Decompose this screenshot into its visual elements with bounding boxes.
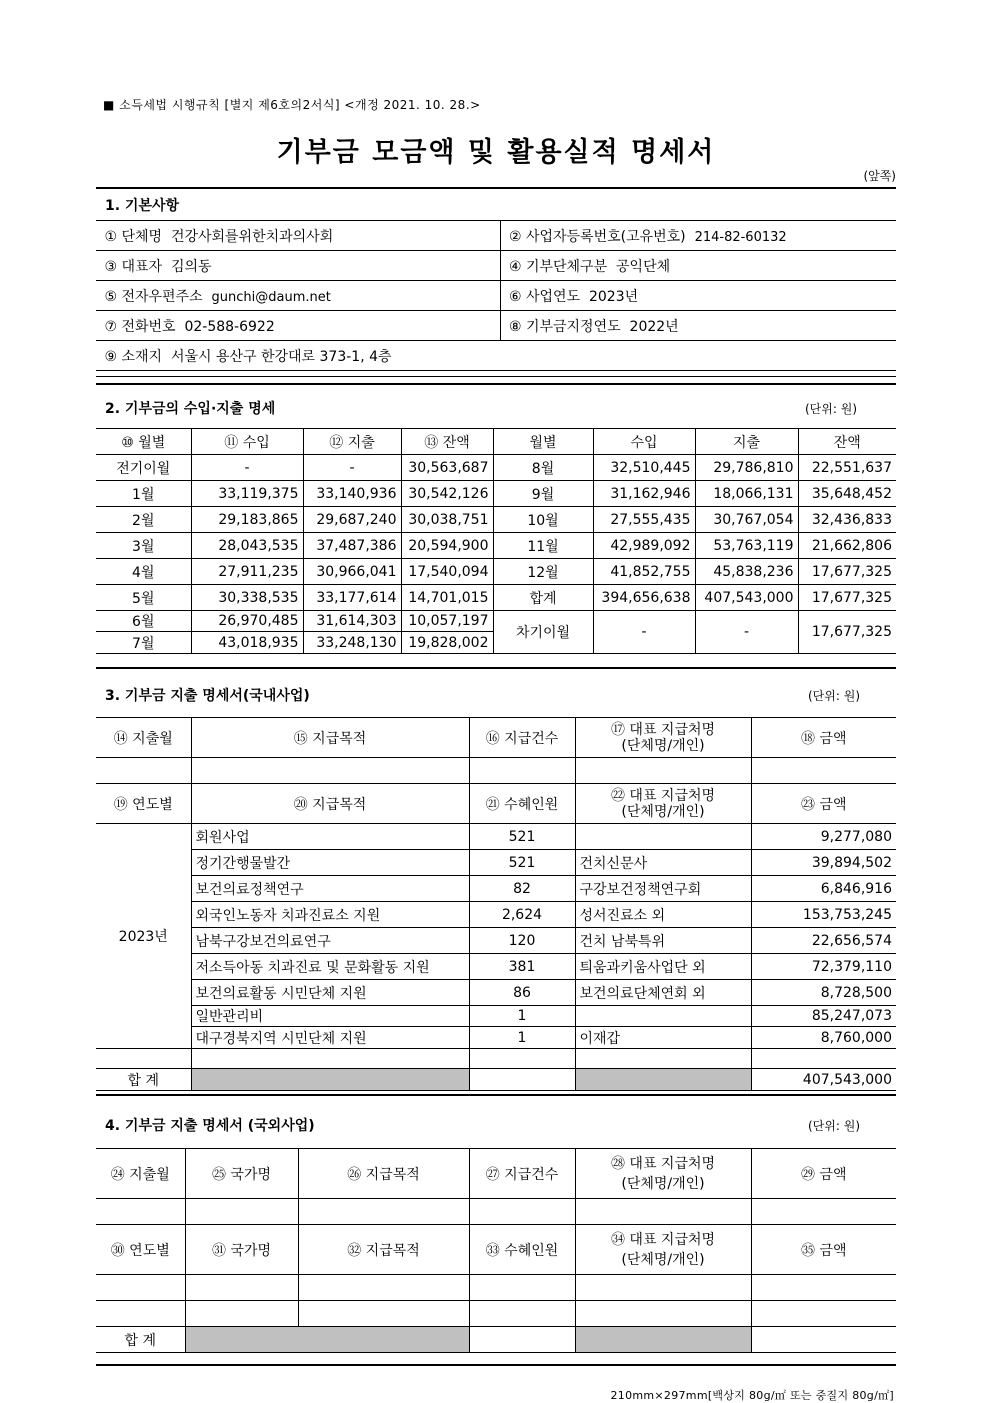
table-row: [96, 533, 896, 559]
income-cell: 41,852,755: [593, 559, 695, 585]
col-recipient: ㉘ 대표 지급처명 (단체명/개인): [575, 1149, 751, 1199]
purpose-cell: 저소득아동 치과진료 및 문화활동 지원: [191, 954, 469, 980]
shaded-cell: [185, 1327, 469, 1353]
amount-cell: 72,379,110: [751, 954, 896, 980]
total-expense: 407,543,000: [695, 585, 798, 611]
balance-cell: 20,594,900: [401, 533, 493, 559]
email: gunchi@daum.net: [211, 289, 331, 305]
amount-cell: 6,846,916: [751, 876, 896, 902]
month-cell: 6월: [96, 611, 191, 632]
income-cell: 27,555,435: [593, 507, 695, 533]
table-row: [96, 1006, 896, 1027]
balance-cell: 17,677,325: [798, 559, 896, 585]
address: 서울시 용산구 한강대로 373-1, 4층: [170, 348, 392, 365]
income-cell: 33,119,375: [191, 481, 303, 507]
col-count: ⑯ 지급건수: [469, 718, 575, 758]
month-cell: 9월: [493, 481, 593, 507]
expense-cell: 18,066,131: [695, 481, 798, 507]
income-cell: 30,338,535: [191, 585, 303, 611]
balance-cell: 22,551,637: [798, 455, 896, 481]
table-row: [96, 980, 896, 1006]
balance-cell: 10,057,197: [401, 611, 493, 632]
purpose-cell: 회원사업: [191, 824, 469, 850]
table-row: [96, 850, 896, 876]
table-row: [96, 507, 896, 533]
balance-cell: 32,436,833: [798, 507, 896, 533]
amount-cell: 8,760,000: [751, 1027, 896, 1049]
section-4-title: 4. 기부금 지출 명세서 (국외사업): [105, 1118, 315, 1134]
month-cell: 1월: [96, 481, 191, 507]
email-cell: ⑤ 전자우편주소 gunchi@daum.net: [96, 281, 500, 311]
income-cell: 42,989,092: [593, 533, 695, 559]
carry-forward-label: 차기이월: [493, 611, 593, 654]
beneficiaries-cell: 381: [469, 954, 575, 980]
table-row: [96, 585, 896, 611]
income-cell: 27,911,235: [191, 559, 303, 585]
address-cell: ⑨ 소재지 서울시 용산구 한강대로 373-1, 4층: [96, 341, 896, 371]
amount-cell: 39,894,502: [751, 850, 896, 876]
year-cell: ⑥ 사업연도 2023년: [500, 281, 896, 311]
expense-cell: 37,487,386: [303, 533, 401, 559]
income-cell: 43,018,935: [191, 632, 303, 654]
reg-no-cell: ② 사업자등록번호(고유번호) 214-82-60132: [500, 221, 896, 251]
phone: 02-588-6922: [184, 318, 275, 335]
beneficiaries-cell: 2,624: [469, 902, 575, 928]
beneficiaries-cell: 1: [469, 1006, 575, 1027]
total-label: 합계: [493, 585, 593, 611]
rule: [96, 383, 896, 385]
amount-cell: 22,656,574: [751, 928, 896, 954]
income-cell: 31,162,946: [593, 481, 695, 507]
section-2-title: 2. 기부금의 수입·지출 명세: [105, 401, 276, 417]
col-purpose: ⑮ 지급목적: [191, 718, 469, 758]
col-balance: ⑬ 잔액: [401, 429, 493, 455]
recipient-cell: 구강보건정책연구회: [575, 876, 751, 902]
balance-cell: 30,542,126: [401, 481, 493, 507]
amount-cell: 9,277,080: [751, 824, 896, 850]
beneficiaries-cell: 86: [469, 980, 575, 1006]
balance-cell: 14,701,015: [401, 585, 493, 611]
table-row: [96, 1199, 896, 1225]
month-cell: 7월: [96, 632, 191, 654]
org-type: 공익단체: [616, 258, 671, 275]
month-cell: 5월: [96, 585, 191, 611]
purpose-cell: 정기간행물발간: [191, 850, 469, 876]
col-year: ㉚ 연도별: [96, 1225, 185, 1275]
month-cell: 10월: [493, 507, 593, 533]
business-year: 2023년: [588, 288, 639, 305]
rule: [96, 1364, 896, 1366]
rep-cell: ③ 대표자 김의동: [96, 251, 500, 281]
rule: [96, 1094, 896, 1096]
total-amount: 407,543,000: [751, 1069, 896, 1091]
balance-cell: 30,038,751: [401, 507, 493, 533]
col-beneficiaries: ㉝ 수혜인원: [469, 1225, 575, 1275]
col-month-2: 월별: [493, 429, 593, 455]
income-cell: -: [191, 455, 303, 481]
expense-cell: 30,767,054: [695, 507, 798, 533]
carry-forward-balance: 17,677,325: [798, 611, 896, 654]
month-cell: 4월: [96, 559, 191, 585]
beneficiaries-cell: 521: [469, 850, 575, 876]
balance-cell: 30,563,687: [401, 455, 493, 481]
purpose-cell: 보건의료활동 시민단체 지원: [191, 980, 469, 1006]
recipient-cell: 틔움과키움사업단 외: [575, 954, 751, 980]
table-row: [96, 758, 896, 784]
purpose-cell: 외국인노동자 치과진료소 지원: [191, 902, 469, 928]
rule: [96, 376, 896, 377]
balance-cell: 35,648,452: [798, 481, 896, 507]
total-label: 합 계: [96, 1327, 185, 1353]
designated-year: 2022년: [629, 318, 679, 335]
month-cell: 전기이월: [96, 455, 191, 481]
type-cell: ④ 기부단체구분 공익단체: [500, 251, 896, 281]
basic-info-table: [96, 220, 896, 371]
total-row: [96, 1327, 896, 1353]
col-year: ⑲ 연도별: [96, 784, 191, 824]
purpose-cell: 보건의료정책연구: [191, 876, 469, 902]
amount-cell: 153,753,245: [751, 902, 896, 928]
recipient-cell: 이재갑: [575, 1027, 751, 1049]
paper-spec: 210mm×297mm[백상지 80g/㎡ 또는 중질지 80g/㎡]: [610, 1389, 894, 1402]
col-amount: ㉓ 금액: [751, 784, 896, 824]
col-income-2: 수입: [593, 429, 695, 455]
expense-cell: 33,140,936: [303, 481, 401, 507]
table-row: [96, 481, 896, 507]
total-label: 합 계: [96, 1069, 191, 1091]
expense-cell: 33,177,614: [303, 585, 401, 611]
table-row: [96, 1275, 896, 1301]
col-count: ㉗ 지급건수: [469, 1149, 575, 1199]
beneficiaries-cell: 82: [469, 876, 575, 902]
balance-cell: 17,540,094: [401, 559, 493, 585]
col-purpose: ㉖ 지급목적: [298, 1149, 469, 1199]
month-cell: 12월: [493, 559, 593, 585]
designated-cell: ⑧ 기부금지정연도 2022년: [500, 311, 896, 341]
table-row: [96, 1027, 896, 1049]
income-cell: 32,510,445: [593, 455, 695, 481]
col-purpose: ㉜ 지급목적: [298, 1225, 469, 1275]
purpose-cell: 남북구강보건의료연구: [191, 928, 469, 954]
reg-no: 214-82-60132: [694, 229, 787, 245]
total-row: [96, 1069, 896, 1091]
month-cell: 11월: [493, 533, 593, 559]
beneficiaries-cell: 521: [469, 824, 575, 850]
total-income: 394,656,638: [593, 585, 695, 611]
expense-cell: -: [303, 455, 401, 481]
recipient-cell: 보건의료단체연회 외: [575, 980, 751, 1006]
unit-label: (단위: 원): [805, 402, 857, 416]
beneficiaries-cell: 1: [469, 1027, 575, 1049]
balance-cell: 21,662,806: [798, 533, 896, 559]
expense-cell: 31,614,303: [303, 611, 401, 632]
total-balance: 17,677,325: [798, 585, 896, 611]
balance-cell: 19,828,002: [401, 632, 493, 654]
col-expense-month: ㉔ 지출월: [96, 1149, 185, 1199]
beneficiaries-cell: 120: [469, 928, 575, 954]
month-cell: 8월: [493, 455, 593, 481]
table-row: [96, 455, 896, 481]
expense-cell: 29,786,810: [695, 455, 798, 481]
overseas-expense-table: [96, 1148, 896, 1353]
expense-cell: 30,966,041: [303, 559, 401, 585]
table-row: [96, 824, 896, 850]
amount-cell: 85,247,073: [751, 1006, 896, 1027]
col-expense-2: 지출: [695, 429, 798, 455]
col-recipient: ⑰ 대표 지급처명 (단체명/개인): [575, 718, 751, 758]
month-cell: 2월: [96, 507, 191, 533]
year-cell: 2023년: [96, 824, 191, 1049]
col-expense-month: ⑭ 지출월: [96, 718, 191, 758]
shaded-cell: [191, 1069, 469, 1091]
carry-forward-income: -: [593, 611, 695, 654]
income-cell: 29,183,865: [191, 507, 303, 533]
recipient-cell: [575, 824, 751, 850]
table-row: [96, 1049, 896, 1069]
col-month: ⑩ 월별: [96, 429, 191, 455]
col-recipient: ㉞ 대표 지급처명 (단체명/개인): [575, 1225, 751, 1275]
recipient-cell: 성서진료소 외: [575, 902, 751, 928]
col-amount: ㉟ 금액: [751, 1225, 896, 1275]
table-row: [96, 876, 896, 902]
phone-cell: ⑦ 전화번호 02-588-6922: [96, 311, 500, 341]
table-row: [96, 559, 896, 585]
expense-cell: 29,687,240: [303, 507, 401, 533]
section-1-title: 1. 기본사항: [105, 198, 180, 214]
rule: [96, 667, 896, 669]
shaded-cell: [575, 1327, 751, 1353]
carry-forward-expense: -: [695, 611, 798, 654]
table-row: [96, 1301, 896, 1327]
col-country: ㉕ 국가명: [185, 1149, 298, 1199]
section-3-title: 3. 기부금 지출 명세서(국내사업): [105, 688, 310, 704]
domestic-expense-table: [96, 717, 896, 1091]
expense-cell: 45,838,236: [695, 559, 798, 585]
purpose-cell: 대구경북지역 시민단체 지원: [191, 1027, 469, 1049]
org-name-cell: ① 단체명 건강사회를위한치과의사회: [96, 221, 500, 251]
shaded-cell: [575, 1069, 751, 1091]
recipient-cell: 건치 남북특위: [575, 928, 751, 954]
col-purpose: ⑳ 지급목적: [191, 784, 469, 824]
side-indicator: (앞쪽): [863, 169, 896, 183]
col-amount: ⑱ 금액: [751, 718, 896, 758]
table-row: [96, 954, 896, 980]
expense-cell: 53,763,119: [695, 533, 798, 559]
table-row: [96, 611, 896, 632]
form-note: ■ 소득세법 시행규칙 [별지 제6호의2서식] <개정 2021. 10. 28.>: [103, 98, 481, 112]
document-title: 기부금 모금액 및 활용실적 명세서: [276, 137, 716, 168]
recipient-cell: 건치신문사: [575, 850, 751, 876]
month-cell: 3월: [96, 533, 191, 559]
col-income: ⑪ 수입: [191, 429, 303, 455]
unit-label: (단위: 원): [808, 689, 860, 703]
col-amount: ㉙ 금액: [751, 1149, 896, 1199]
purpose-cell: 일반관리비: [191, 1006, 469, 1027]
expense-cell: 33,248,130: [303, 632, 401, 654]
col-expense: ⑫ 지출: [303, 429, 401, 455]
col-beneficiaries: ㉑ 수혜인원: [469, 784, 575, 824]
recipient-cell: [575, 1006, 751, 1027]
table-row: [96, 928, 896, 954]
rep-name: 김의동: [170, 258, 212, 275]
income-expense-table: [96, 428, 896, 654]
income-cell: 26,970,485: [191, 611, 303, 632]
col-recipient: ㉒ 대표 지급처명 (단체명/개인): [575, 784, 751, 824]
table-row: [96, 902, 896, 928]
income-cell: 28,043,535: [191, 533, 303, 559]
col-country: ㉛ 국가명: [185, 1225, 298, 1275]
unit-label: (단위: 원): [808, 1119, 860, 1133]
col-balance-2: 잔액: [798, 429, 896, 455]
amount-cell: 8,728,500: [751, 980, 896, 1006]
rule: [96, 187, 896, 189]
org-name: 건강사회를위한치과의사회: [170, 228, 334, 245]
